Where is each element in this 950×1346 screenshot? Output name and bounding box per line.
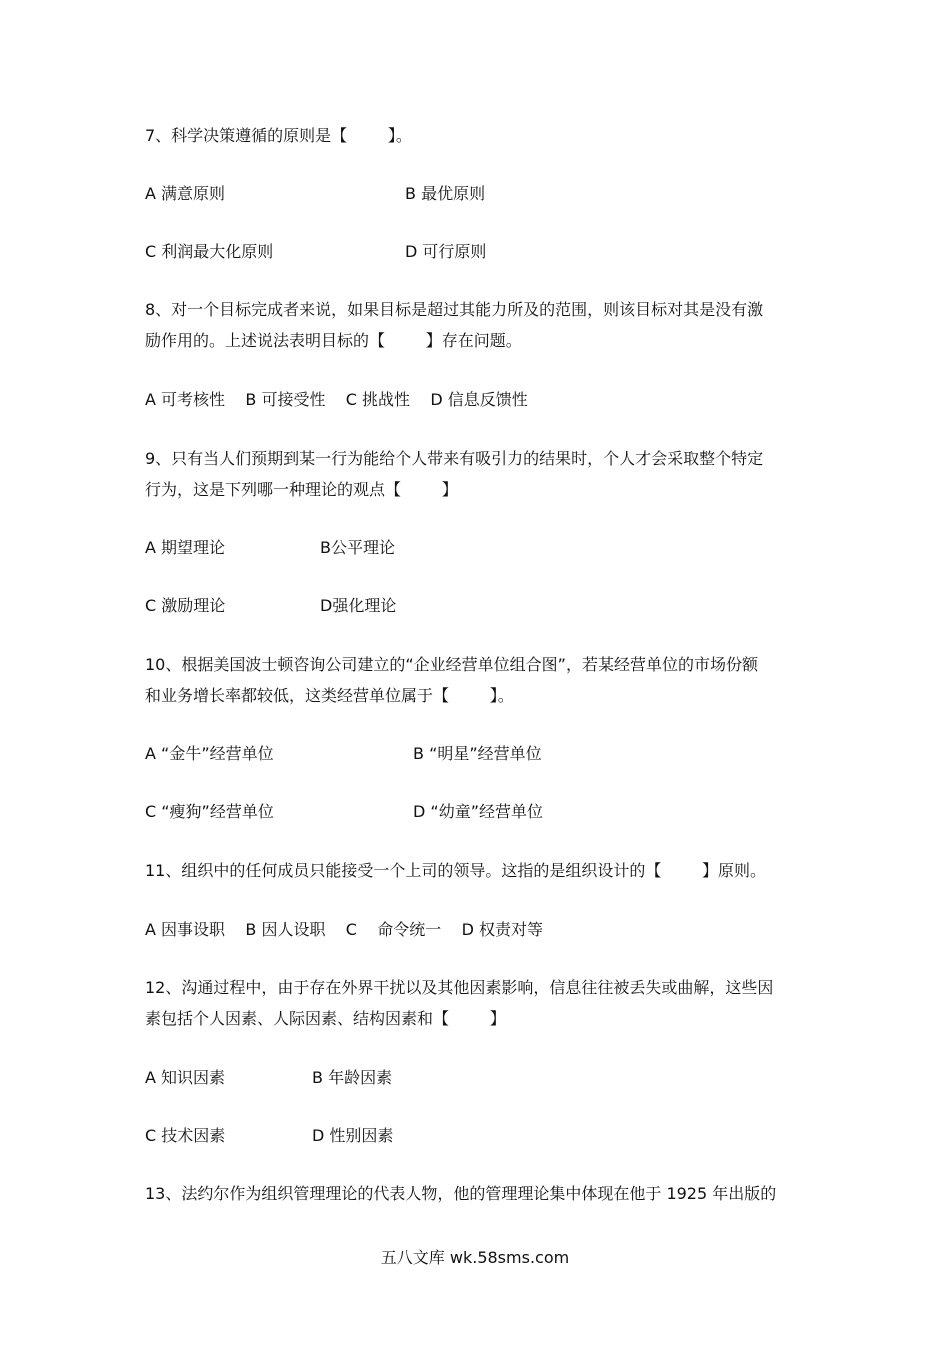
question-12-option-d: D 性别因素: [312, 1126, 394, 1145]
question-8-options: A 可考核性 B 可接受性 C 挑战性 D 信息反馈性: [145, 390, 528, 409]
question-10-text-line1: 10、根据美国波士顿咨询公司建立的“企业经营单位组合图”，若某经营单位的市场份额: [145, 655, 758, 674]
question-9-text-line2: 行为，这是下列哪一种理论的观点【 】: [145, 480, 458, 499]
question-9-option-b: B公平理论: [320, 538, 395, 557]
question-9-option-c: C 激励理论: [145, 596, 226, 615]
question-10-option-d: D “幼童”经营单位: [413, 802, 543, 821]
question-9-option-d: D强化理论: [320, 596, 397, 615]
page-footer: 五八文库 wk.58sms.com: [380, 1248, 570, 1267]
question-8-text-line1: 8、对一个目标完成者来说，如果目标是超过其能力所及的范围，则该目标对其是没有激: [145, 300, 764, 319]
question-10-option-b: B “明星”经营单位: [413, 744, 542, 763]
question-12-text-line1: 12、沟通过程中，由于存在外界干扰以及其他因素影响，信息往往被丢失或曲解，这些因: [145, 978, 774, 997]
question-7-option-b: B 最优原则: [405, 184, 486, 203]
question-11-text: 11、组织中的任何成员只能接受一个上司的领导。这指的是组织设计的【 】原则。: [145, 861, 767, 880]
question-11-options: A 因事设职 B 因人设职 C 命令统一 D 权责对等: [145, 920, 544, 939]
question-9-text-line1: 9、只有当人们预期到某一行为能给个人带来有吸引力的结果时，个人才会采取整个特定: [145, 449, 764, 468]
question-10-option-c: C “瘦狗”经营单位: [145, 802, 274, 821]
question-12-option-c: C 技术因素: [145, 1126, 226, 1145]
question-12-option-a: A 知识因素: [145, 1068, 226, 1087]
question-10-text-line2: 和业务增长率都较低，这类经营单位属于【 】。: [145, 686, 514, 705]
question-7-option-a: A 满意原则: [145, 184, 226, 203]
question-8-text-line2: 励作用的。上述说法表明目标的【 】存在问题。: [145, 331, 522, 350]
question-9-option-a: A 期望理论: [145, 538, 226, 557]
question-12-text-line2: 素包括个人因素、人际因素、结构因素和【 】: [145, 1009, 506, 1028]
question-7-option-c: C 利润最大化原则: [145, 242, 274, 261]
question-10-option-a: A “金牛”经营单位: [145, 744, 274, 763]
question-13-text-line1: 13、法约尔作为组织管理理论的代表人物，他的管理理论集中体现在他于 1925 年出版的: [145, 1184, 777, 1203]
question-7-text: 7、科学决策遵循的原则是【 】。: [145, 126, 412, 145]
question-12-option-b: B 年龄因素: [312, 1068, 393, 1087]
question-7-option-d: D 可行原则: [405, 242, 487, 261]
